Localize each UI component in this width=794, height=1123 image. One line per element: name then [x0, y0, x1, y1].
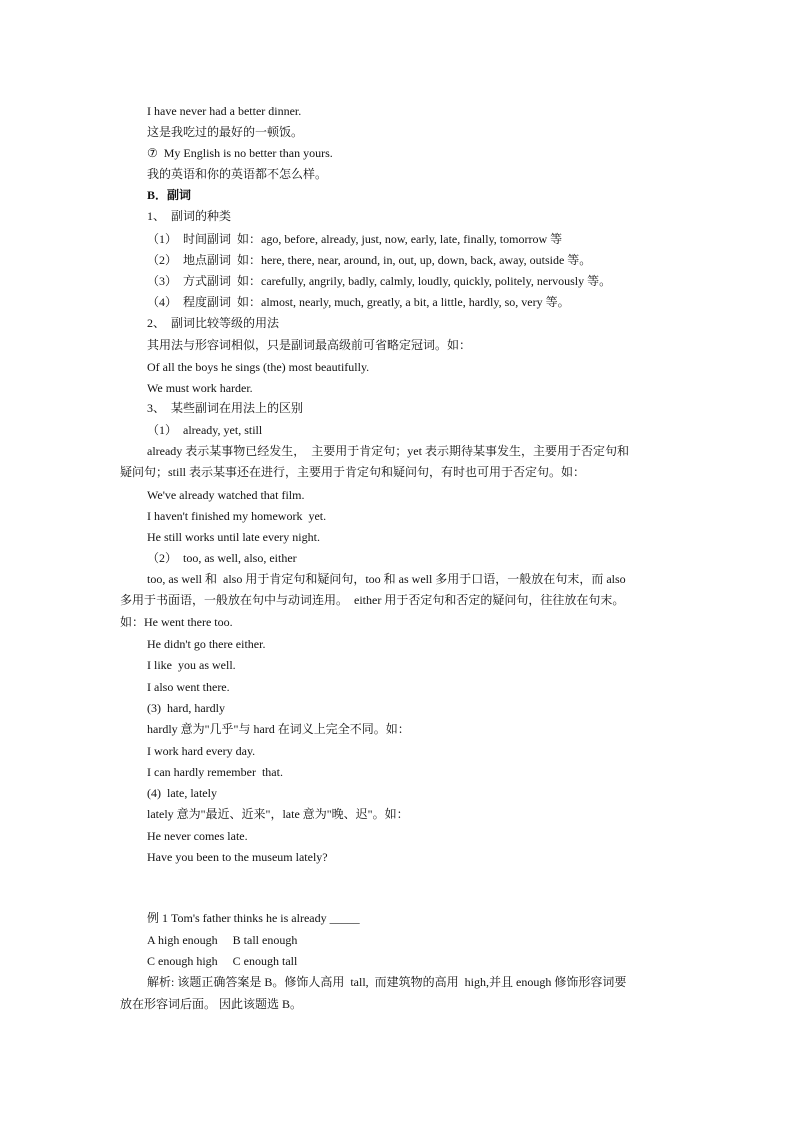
paragraph-text: too, as well 和 also 用于肯定句和疑问句，too 和 as well 多用于口语，一般放在句末，而 also — [147, 572, 626, 586]
example-sentence-en: I also went there. — [147, 680, 230, 694]
list-item-place-adverbs: （2） 地点副词 如：here, there, near, around, in, out, up, down, back, away, outside 等。 — [147, 253, 592, 267]
example-sentence-en: We must work harder. — [147, 381, 253, 395]
example-translation-zh: 这是我吃过的最好的一顿饭。 — [147, 125, 304, 139]
example-sentence-en: Have you been to the museum lately? — [147, 850, 328, 864]
exercise-options: A high enough B tall enough — [147, 933, 298, 947]
list-item-time-adverbs: （1） 时间副词 如：ago, before, already, just, now, early, late, finally, tomorrow 等 — [147, 232, 563, 246]
list-item-already-yet-still: （1） already, yet, still — [147, 423, 263, 437]
list-item-manner-adverbs: （3） 方式副词 如：carefully, angrily, badly, calmly, loudly, quickly, politely, nervously 等。 — [147, 274, 612, 288]
example-sentence-en: He still works until late every night. — [147, 530, 320, 544]
subheading-comparison: 2、 副词比较等级的用法 — [147, 316, 280, 330]
example-translation-zh: 我的英语和你的英语都不怎么样。 — [147, 167, 328, 181]
example-sentence-en: I can hardly remember that. — [147, 765, 283, 779]
example-sentence-en: ⑦ My English is no better than yours. — [147, 146, 333, 160]
paragraph-text: lately 意为"最近、近来"，late 意为"晚、迟"。如： — [147, 807, 409, 821]
example-sentence-en: Of all the boys he sings (the) most beautifully. — [147, 360, 370, 374]
paragraph-text: hardly 意为"几乎"与 hard 在词义上完全不同。如： — [147, 722, 410, 736]
list-item-too-also-either: （2） too, as well, also, either — [147, 551, 297, 565]
list-item-late-lately: (4) late, lately — [147, 786, 217, 800]
example-sentence-en: He never comes late. — [147, 829, 248, 843]
list-item-hard-hardly: (3) hard, hardly — [147, 701, 225, 715]
exercise-explanation: 放在形容词后面。 因此该题选 B。 — [120, 997, 303, 1011]
example-sentence-en: I have never had a better dinner. — [147, 104, 302, 118]
example-sentence-en: I work hard every day. — [147, 744, 256, 758]
example-sentence-en: 如：He went there too. — [120, 615, 233, 629]
example-sentence-en: He didn't go there either. — [147, 637, 266, 651]
exercise-options: C enough high C enough tall — [147, 954, 298, 968]
paragraph-text: 疑问句；still 表示某事还在进行，主要用于肯定句和疑问句，有时也可用于否定句。如： — [120, 465, 586, 479]
subheading-usage-differences: 3、 某些副词在用法上的区别 — [147, 401, 304, 415]
list-item-degree-adverbs: （4） 程度副词 如：almost, nearly, much, greatly, a bit, a little, hardly, so, very 等。 — [147, 295, 570, 309]
example-sentence-en: We've already watched that film. — [147, 488, 305, 502]
paragraph-text: 多用于书面语，一般放在句中与动词连用。 either 用于否定句和否定的疑问句，往往放在句末。 — [120, 593, 625, 607]
subheading-adverb-types: 1、 副词的种类 — [147, 209, 232, 223]
paragraph-text: 其用法与形容词相似，只是副词最高级前可省略定冠词。如： — [147, 338, 472, 352]
example-sentence-en: I haven't finished my homework yet. — [147, 509, 327, 523]
example-sentence-en: I like you as well. — [147, 658, 236, 672]
paragraph-text: already 表示某事物已经发生， 主要用于肯定句；yet 表示期待某事发生，主要用于否定句和 — [147, 444, 629, 458]
exercise-explanation: 解析: 该题正确答案是 B。修饰人高用 tall, 而建筑物的高用 high,并且 enough 修饰形容词要 — [147, 975, 627, 989]
section-heading-adverbs: B．副词 — [147, 188, 192, 202]
exercise-question: 例 1 Tom's father thinks he is already _____ — [147, 911, 360, 925]
